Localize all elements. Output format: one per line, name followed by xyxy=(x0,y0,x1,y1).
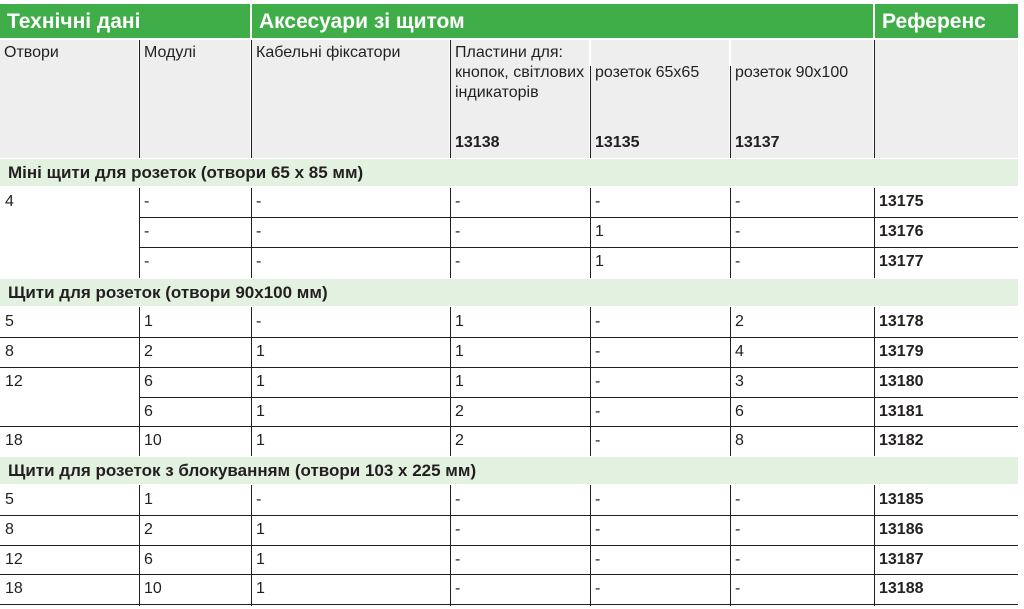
cell-plates-90: 8 xyxy=(735,432,744,449)
cell-plates-90: 4 xyxy=(735,343,744,360)
cell-holes: 4 xyxy=(5,193,14,210)
divider xyxy=(139,217,1018,218)
cell-holes: 8 xyxy=(5,343,14,360)
cell-holes: 8 xyxy=(5,521,14,538)
cell-plates-buttons: - xyxy=(455,580,461,597)
divider xyxy=(139,247,1018,248)
cell-reference: 13178 xyxy=(879,313,924,330)
cell-reference: 13181 xyxy=(879,403,924,420)
cell-plates-90: 3 xyxy=(735,373,744,390)
cell-plates-90: - xyxy=(735,521,741,538)
cell-holes: 12 xyxy=(5,551,23,568)
cell-plates-90: - xyxy=(735,253,741,270)
cell-holes xyxy=(0,218,138,246)
divider xyxy=(874,307,875,456)
cell-cable: 1 xyxy=(256,403,265,420)
cell-reference: 13186 xyxy=(879,521,924,538)
cell-plates-buttons: - xyxy=(455,253,461,270)
section-title: Щити для розеток з блокуванням (отвори 103 x 225 мм) xyxy=(0,457,1018,484)
divider xyxy=(0,367,1018,368)
cell-cable: 1 xyxy=(256,373,265,390)
col-holes-header: Отвори xyxy=(0,40,138,158)
cell-reference: 13185 xyxy=(879,491,924,508)
cell-plates-65: - xyxy=(595,373,601,390)
cell-holes xyxy=(0,248,138,276)
divider xyxy=(139,397,1018,398)
cell-plates-65: - xyxy=(595,491,601,508)
divider xyxy=(0,426,1018,427)
cell-plates-90: 6 xyxy=(735,403,744,420)
cell-plates-65: - xyxy=(595,521,601,538)
cell-modules: - xyxy=(144,253,150,270)
cell-modules: 2 xyxy=(144,343,153,360)
col-cable-header: Кабельні фіксатори xyxy=(252,40,449,158)
divider xyxy=(590,66,591,158)
cell-modules: - xyxy=(144,223,150,240)
cell-modules: 10 xyxy=(144,580,162,597)
col-modules-header: Модулі xyxy=(140,40,250,158)
cell-cable: - xyxy=(256,313,262,330)
col-plates-90-header xyxy=(731,40,873,158)
cell-holes: 5 xyxy=(5,313,14,330)
cell-plates-65: 1 xyxy=(595,223,604,240)
cell-plates-90: - xyxy=(735,580,741,597)
cell-cable: - xyxy=(256,491,262,508)
divider xyxy=(874,40,875,158)
divider xyxy=(0,545,1018,546)
divider xyxy=(730,307,731,456)
cell-holes: 12 xyxy=(5,373,23,390)
cell-modules: 6 xyxy=(144,403,153,420)
cell-cable: - xyxy=(256,223,262,240)
cell-plates-90: - xyxy=(735,491,741,508)
cell-modules: 10 xyxy=(144,432,162,449)
cell-plates-65: - xyxy=(595,343,601,360)
cell-plates-65: - xyxy=(595,313,601,330)
divider xyxy=(251,40,252,158)
code-13135: 13135 xyxy=(595,134,640,151)
cell-holes xyxy=(0,398,138,426)
cell-cable: 1 xyxy=(256,432,265,449)
cell-reference: 13182 xyxy=(879,432,924,449)
header-reference: Референс xyxy=(875,4,1018,38)
cell-modules: 1 xyxy=(144,313,153,330)
divider xyxy=(0,574,1018,575)
cell-plates-buttons: 1 xyxy=(455,343,464,360)
plates-65-label: розеток 65x65 xyxy=(595,64,700,81)
cell-plates-90: - xyxy=(735,193,741,210)
divider xyxy=(450,40,451,158)
cell-plates-buttons: 1 xyxy=(455,313,464,330)
cell-cable: - xyxy=(256,253,262,270)
divider xyxy=(251,188,252,278)
cell-plates-90: - xyxy=(735,223,741,240)
cell-plates-65: - xyxy=(595,580,601,597)
cell-plates-buttons: 2 xyxy=(455,403,464,420)
section-title: Міні щити для розеток (отвори 65 x 85 мм) xyxy=(0,159,1018,186)
cell-reference: 13187 xyxy=(879,551,924,568)
plates-for-label: Пластини для: xyxy=(455,44,563,61)
cell-plates-buttons: - xyxy=(455,223,461,240)
cell-reference: 13188 xyxy=(879,580,924,597)
plates-90-label: розеток 90x100 xyxy=(735,64,849,81)
cell-modules: 6 xyxy=(144,373,153,390)
divider xyxy=(251,307,252,456)
cell-plates-buttons: - xyxy=(455,193,461,210)
divider xyxy=(139,40,140,158)
cell-plates-buttons: - xyxy=(455,491,461,508)
col-plates-buttons-header xyxy=(451,40,589,158)
code-13137: 13137 xyxy=(735,134,780,151)
cell-plates-buttons: 1 xyxy=(455,373,464,390)
cell-modules: - xyxy=(144,193,150,210)
divider xyxy=(730,66,731,158)
cell-modules: 2 xyxy=(144,521,153,538)
divider xyxy=(590,307,591,456)
cell-plates-65: - xyxy=(595,403,601,420)
cell-plates-65: - xyxy=(595,551,601,568)
divider xyxy=(730,188,731,278)
cell-reference: 13175 xyxy=(879,193,924,210)
header-accessories: Аксесуари зі щитом xyxy=(252,4,873,38)
plates-buttons-label: кнопок, світлових індикаторів xyxy=(455,64,585,101)
cell-cable: 1 xyxy=(256,580,265,597)
cell-plates-65: - xyxy=(595,193,601,210)
cell-holes: 18 xyxy=(5,432,23,449)
divider xyxy=(450,188,451,278)
cell-holes: 18 xyxy=(5,580,23,597)
cell-reference: 13176 xyxy=(879,223,924,240)
divider xyxy=(0,337,1018,338)
cell-plates-buttons: - xyxy=(455,551,461,568)
divider xyxy=(0,515,1018,516)
header-tech: Технічні дані xyxy=(0,4,250,38)
cell-plates-65: 1 xyxy=(595,253,604,270)
cell-cable: 1 xyxy=(256,521,265,538)
divider xyxy=(590,188,591,278)
divider xyxy=(874,188,875,278)
cell-reference: 13180 xyxy=(879,373,924,390)
cell-plates-90: 2 xyxy=(735,313,744,330)
cell-plates-65: - xyxy=(595,432,601,449)
cell-reference: 13179 xyxy=(879,343,924,360)
cell-cable: 1 xyxy=(256,343,265,360)
cell-plates-buttons: 2 xyxy=(455,432,464,449)
divider xyxy=(0,604,1018,605)
section-title: Щити для розеток (отвори 90x100 мм) xyxy=(0,279,1018,306)
cell-modules: 6 xyxy=(144,551,153,568)
cell-reference: 13177 xyxy=(879,253,924,270)
cell-cable: 1 xyxy=(256,551,265,568)
code-13138: 13138 xyxy=(455,134,500,151)
cell-holes: 5 xyxy=(5,491,14,508)
cell-plates-buttons: - xyxy=(455,521,461,538)
divider xyxy=(450,307,451,456)
col-reference-header xyxy=(875,40,1018,158)
divider xyxy=(139,307,140,456)
cell-cable: - xyxy=(256,193,262,210)
divider xyxy=(139,188,140,278)
col-plates-65-header xyxy=(591,40,729,158)
cell-plates-90: - xyxy=(735,551,741,568)
cell-modules: 1 xyxy=(144,491,153,508)
